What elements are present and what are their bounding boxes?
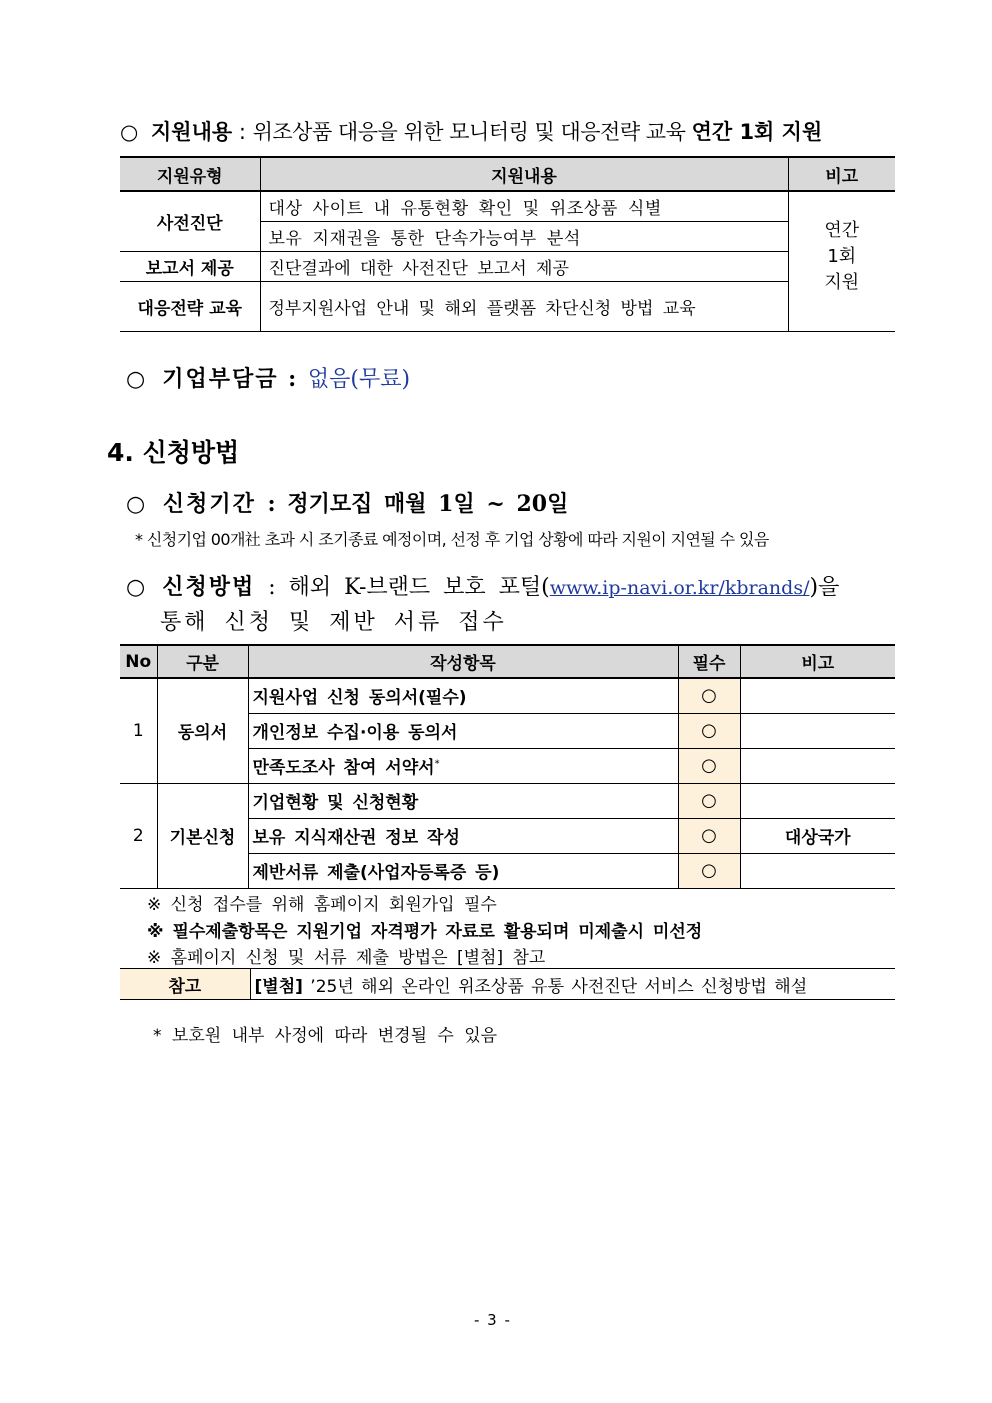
group-no-1: 1: [120, 678, 157, 783]
row-content-education: 정부지원사업 안내 및 해외 플랫폼 차단신청 방법 교육: [260, 281, 788, 331]
support-content-line: [120, 116, 822, 146]
document-table: [120, 644, 895, 889]
method-line-2: 통해 신청 및 제반 서류 접수: [160, 610, 507, 635]
row-content-precheck-b: 보유 지재권을 통한 단속가능여부 분석: [260, 221, 788, 251]
item-ip-info: 보유 지식재산권 정보 작성: [248, 818, 678, 853]
note-cell: [740, 713, 895, 748]
reference-text: ’25년 해외 온라인 위조상품 유통 사전진단 서비스 신청방법 해설: [302, 976, 808, 997]
colon: :: [232, 120, 253, 144]
reference-bold: [별첨]: [254, 976, 303, 997]
header-note: 비고: [740, 645, 895, 678]
group-no-2: 2: [120, 783, 157, 888]
note-cell: [740, 783, 895, 818]
item-survey-pledge-text: 만족도조사 참여 서약서: [252, 758, 435, 778]
header-support-content: 지원내용: [260, 157, 788, 191]
period-line: [126, 487, 568, 518]
header-no: No: [120, 645, 157, 678]
header-category: 구분: [157, 645, 248, 678]
note-cell: [740, 678, 895, 713]
row-type-education: 대응전략 교육: [120, 281, 260, 331]
method-line-1: [126, 570, 839, 601]
reference-content: [250, 969, 895, 1000]
reference-label: 참고: [120, 969, 250, 1000]
group-name-basic: 기본신청: [157, 783, 248, 888]
row-content-report: 진단결과에 대한 사전진단 보고서 제공: [260, 251, 788, 281]
required-mark: ○: [678, 678, 740, 713]
bullet: ○: [126, 575, 146, 600]
note-target-country: 대상국가: [740, 818, 895, 853]
header-item: 작성항목: [248, 645, 678, 678]
note-required-submission: ※ 필수제출항목은 지원기업 자격평가 자료로 활용되며 미제출시 미선정: [147, 922, 703, 942]
period-text: : 정기모집 매월 1일 ~ 20일: [255, 491, 569, 517]
item-documents: 제반서류 제출(사업자등록증 등): [248, 853, 678, 888]
required-mark: ○: [678, 818, 740, 853]
item-privacy-consent: 개인정보 수집·이용 동의서: [248, 713, 678, 748]
method-text-end: )을: [809, 575, 840, 600]
item-survey-pledge-sup: *: [434, 758, 440, 770]
note-line-1: 연간: [824, 220, 860, 242]
section-title: 4. 신청방법: [107, 438, 240, 467]
method-label: 신청방법: [162, 574, 256, 600]
bullet: ○: [120, 120, 139, 144]
header-required: 필수: [678, 645, 740, 678]
support-content-text: 위조상품 대응을 위한 모니터링 및 대응전략 교육: [252, 120, 692, 144]
header-support-type: 지원유형: [120, 157, 260, 191]
item-company-status: 기업현황 및 신청현황: [248, 783, 678, 818]
note-cell: [740, 748, 895, 783]
support-content-bold: 연간 1회 지원: [691, 120, 823, 144]
row-content-precheck-a: 대상 사이트 내 유통현황 확인 및 위조상품 식별: [260, 191, 788, 221]
period-label: 신청기간: [162, 491, 256, 517]
bullet: ○: [126, 367, 146, 392]
footnote: * 보호원 내부 사정에 따라 변경될 수 있음: [153, 1026, 498, 1046]
note-line-2: 1회: [827, 246, 857, 268]
burden-line: [126, 362, 410, 393]
page-number: - 3 -: [474, 1311, 510, 1329]
portal-link[interactable]: www.ip-navi.or.kr/kbrands/: [549, 577, 810, 599]
note-signup: ※ 신청 접수를 위해 홈페이지 회원가입 필수: [147, 895, 497, 915]
burden-label: 기업부담금 :: [162, 366, 308, 392]
required-mark: ○: [678, 713, 740, 748]
support-content-label: 지원내용: [151, 120, 233, 144]
required-mark: ○: [678, 748, 740, 783]
header-note: 비고: [788, 157, 895, 191]
required-mark: ○: [678, 853, 740, 888]
note-method-reference: ※ 홈페이지 신청 및 서류 제출 방법은 [별첨] 참고: [147, 948, 546, 968]
method-text: : 해외 K-브랜드 보호 포털(: [255, 575, 550, 600]
bullet: ○: [126, 492, 146, 517]
note-line-3: 지원: [824, 272, 860, 294]
support-table: [120, 156, 895, 332]
period-note: * 신청기업 00개社 초과 시 조기종료 예정이며, 선정 후 기업 상황에 따라 지원이 지연될 수 있음: [135, 530, 769, 549]
group-name-consent: 동의서: [157, 678, 248, 783]
reference-table: [120, 968, 895, 1000]
row-note: [788, 191, 895, 331]
row-type-report: 보고서 제공: [120, 251, 260, 281]
row-type-precheck: 사전진단: [120, 191, 260, 251]
note-cell: [740, 853, 895, 888]
item-survey-pledge: [248, 748, 678, 783]
required-mark: ○: [678, 783, 740, 818]
burden-value: 없음(무료): [307, 367, 411, 392]
item-application-consent: 지원사업 신청 동의서(필수): [248, 678, 678, 713]
